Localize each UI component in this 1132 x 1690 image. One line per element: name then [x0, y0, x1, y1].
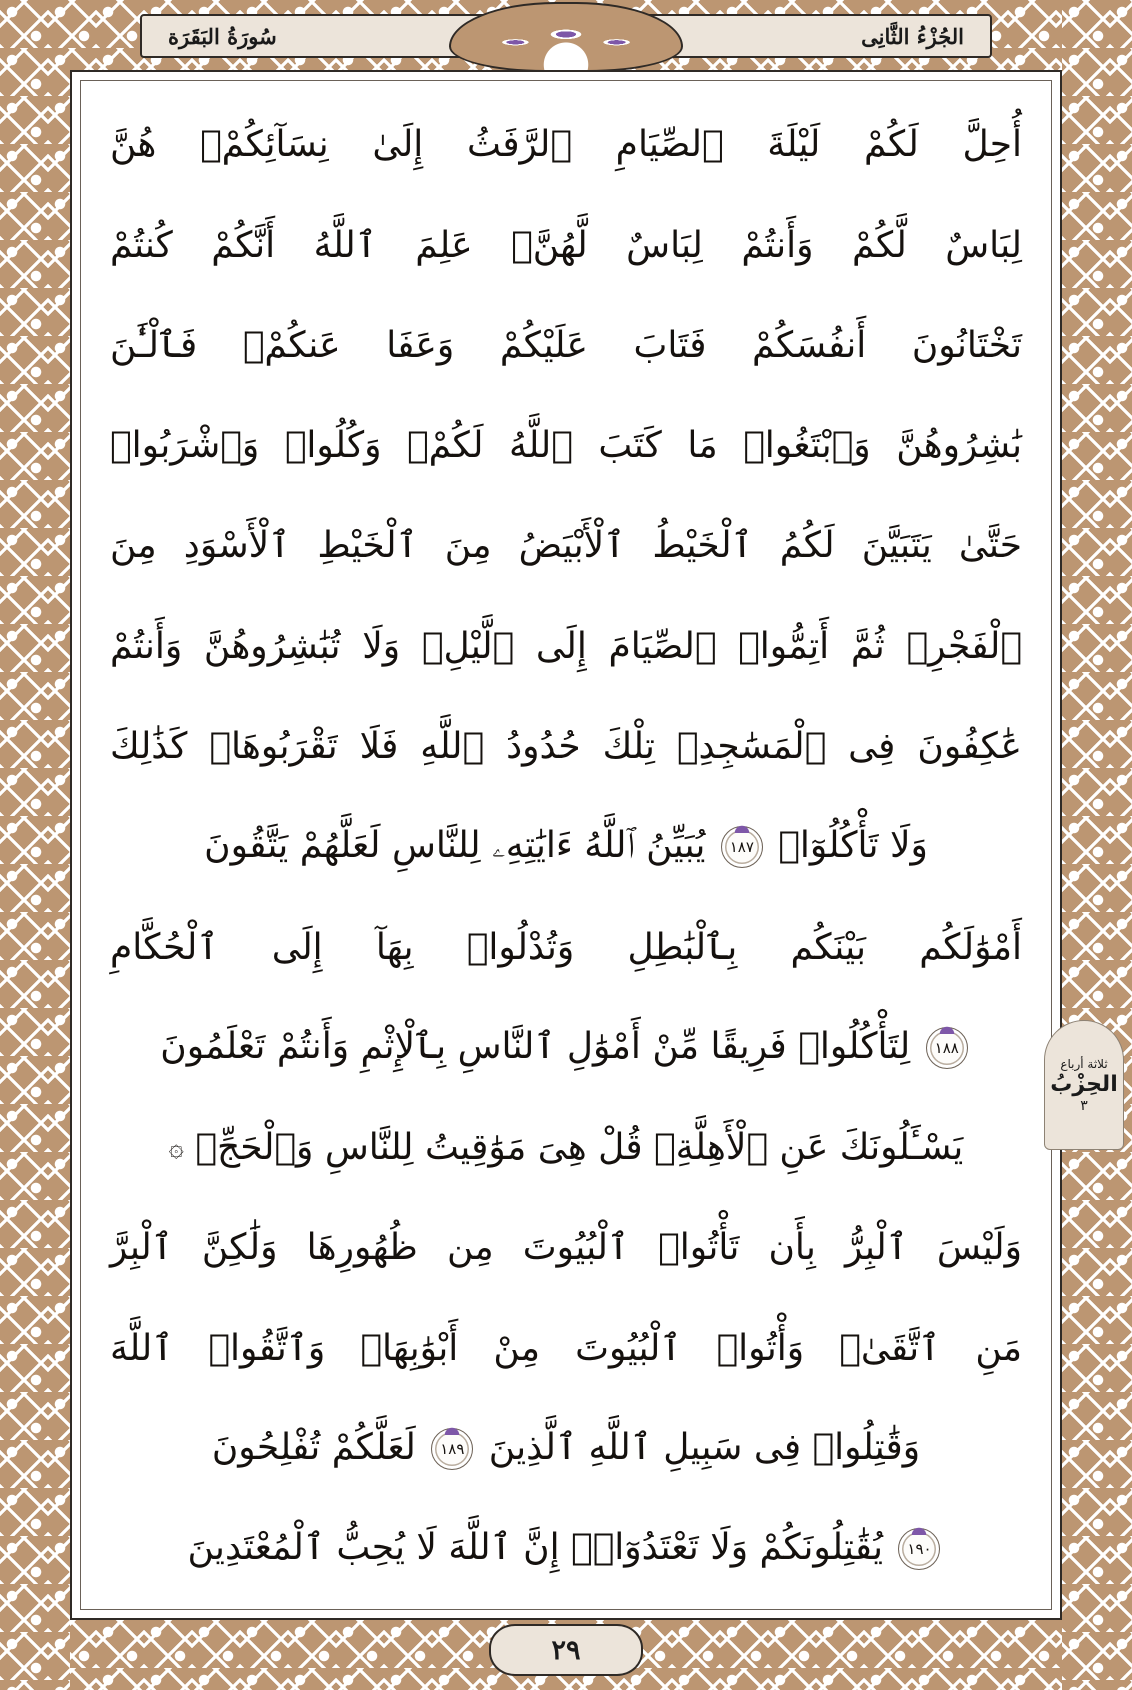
line-composite: [110, 1127, 1022, 1168]
hizb-number: ٣: [1080, 1097, 1088, 1114]
hizb-label: الحِزْبُ: [1050, 1071, 1118, 1097]
line-text: لِتَأْكُلُوا۟ فَرِيقًا مِّنْ أَمْوَٰلِ ٱلنَّاسِ بِٱلْإِثْمِ وَأَنتُمْ تَعْلَمُونَ: [160, 1026, 911, 1068]
ayah-number: ١٩٠: [907, 1539, 932, 1558]
ayah-line-11: [110, 1105, 1022, 1191]
line-text: ٱلْفَجْرِۖ ثُمَّ أَتِمُّوا۟ ٱلصِّيَامَ إِلَى ٱلَّيْلِۚ وَلَا تُبَٰشِرُوهُنَّ وَأَنتُمْ: [110, 625, 1022, 667]
ayah-end-marker-190: [898, 1528, 940, 1570]
juz-label: الجُزْءُ الثَّانِى: [861, 23, 964, 49]
ayah-end-marker-188: [926, 1027, 968, 1069]
ayah-line-7: [110, 704, 1022, 790]
surah-label: سُورَةُ البَقَرَة: [168, 23, 277, 49]
ayah-line-4: [110, 403, 1022, 489]
line-text-tail: وَلَا تَأْكُلُوٓا۟: [778, 825, 928, 867]
line-text: يُقَٰتِلُونَكُمْ وَلَا تَعْتَدُوٓا۟ۚ إِنَّ ٱللَّهَ لَا يُحِبُّ ٱلْمُعْتَدِينَ: [187, 1527, 884, 1569]
line-text: وَلَيْسَ ٱلْبِرُّ بِأَن تَأْتُوا۟ ٱلْبُيُوتَ مِن ظُهُورِهَا وَلَٰكِنَّ ٱلْبِرَّ: [110, 1227, 1022, 1269]
line-text-tail: وَقَٰتِلُوا۟ فِى سَبِيلِ ٱللَّهِ ٱلَّذِينَ: [488, 1427, 921, 1469]
page-number: ٢٩: [551, 1634, 581, 1666]
quran-text-block: [88, 88, 1044, 1602]
ayah-line-9: [110, 904, 1022, 990]
line-composite: [110, 1026, 1022, 1069]
ayah-line-15: [110, 1506, 1022, 1592]
line-text: لِبَاسٌ لَّكُمْ وَأَنتُمْ لِبَاسٌ لَّهُنَّۗ عَلِمَ ٱللَّهُ أَنَّكُمْ كُنتُمْ: [110, 224, 1022, 266]
line-text: يَسْـَٔلُونَكَ عَنِ ٱلْأَهِلَّةِۖ قُلْ هِىَ مَوَٰقِيتُ لِلنَّاسِ وَٱلْحَجِّۗ: [195, 1127, 964, 1169]
ruku-star-icon: ۞: [168, 1133, 184, 1164]
ayah-end-marker-189: [431, 1428, 473, 1470]
line-composite: [110, 1527, 1022, 1570]
border-band-right: [1062, 0, 1132, 1690]
line-text: بَٰشِرُوهُنَّ وَٱبْتَغُوا۟ مَا كَتَبَ ٱللَّهُ لَكُمْۚ وَكُلُوا۟ وَٱشْرَبُوا۟: [110, 425, 1022, 467]
hizb-margin-marker: [1044, 1020, 1124, 1150]
ayah-line-10: [110, 1005, 1022, 1091]
ayah-end-marker-187: [721, 826, 763, 868]
page-number-cartouche: [489, 1624, 643, 1676]
line-composite: [110, 825, 1022, 868]
hizb-fraction-label: ثلاثة أرباع: [1060, 1056, 1108, 1071]
ayah-number: ١٨٩: [440, 1439, 465, 1458]
ayah-line-6: [110, 603, 1022, 689]
line-text: عَٰكِفُونَ فِى ٱلْمَسَٰجِدِۗ تِلْكَ حُدُودُ ٱللَّهِ فَلَا تَقْرَبُوهَاۗ كَذَٰلِكَ: [110, 725, 1022, 767]
line-text: حَتَّىٰ يَتَبَيَّنَ لَكُمُ ٱلْخَيْطُ ٱلْأَبْيَضُ مِنَ ٱلْخَيْطِ ٱلْأَسْوَدِ مِنَ: [110, 525, 1022, 567]
ayah-line-12: [110, 1205, 1022, 1291]
floral-medallion-icon: [449, 2, 683, 72]
line-text: أَمْوَٰلَكُم بَيْنَكُم بِٱلْبَٰطِلِ وَتُدْلُوا۟ بِهَآ إِلَى ٱلْحُكَّامِ: [110, 926, 1022, 968]
ayah-line-13: [110, 1305, 1022, 1391]
line-composite: [110, 1427, 1022, 1470]
ayah-line-1: [110, 102, 1022, 188]
ayah-line-8: [110, 804, 1022, 890]
line-text: تَخْتَانُونَ أَنفُسَكُمْ فَتَابَ عَلَيْكُمْ وَعَفَا عَنكُمْۖ فَٱلْـَٰٔنَ: [110, 324, 1022, 366]
ayah-number: ١٨٧: [729, 837, 754, 856]
ayah-line-14: [110, 1406, 1022, 1492]
ayah-number: ١٨٨: [934, 1038, 959, 1057]
ayah-line-5: [110, 503, 1022, 589]
line-text: مَنِ ٱتَّقَىٰۗ وَأْتُوا۟ ٱلْبُيُوتَ مِنْ أَبْوَٰبِهَاۚ وَٱتَّقُوا۟ ٱللَّهَ: [110, 1327, 1022, 1369]
ayah-line-3: [110, 303, 1022, 389]
ayah-line-2: [110, 202, 1022, 288]
border-band-left: [0, 0, 70, 1690]
line-text: لَعَلَّكُمْ تُفْلِحُونَ: [211, 1427, 416, 1469]
line-text: يُبَيِّنُ ٱللَّهُ ءَايَٰتِهِۦ لِلنَّاسِ لَعَلَّهُمْ يَتَّقُونَ: [204, 825, 706, 867]
line-text: أُحِلَّ لَكُمْ لَيْلَةَ ٱلصِّيَامِ ٱلرَّفَثُ إِلَىٰ نِسَآئِكُمْۚ هُنَّ: [110, 124, 1022, 166]
